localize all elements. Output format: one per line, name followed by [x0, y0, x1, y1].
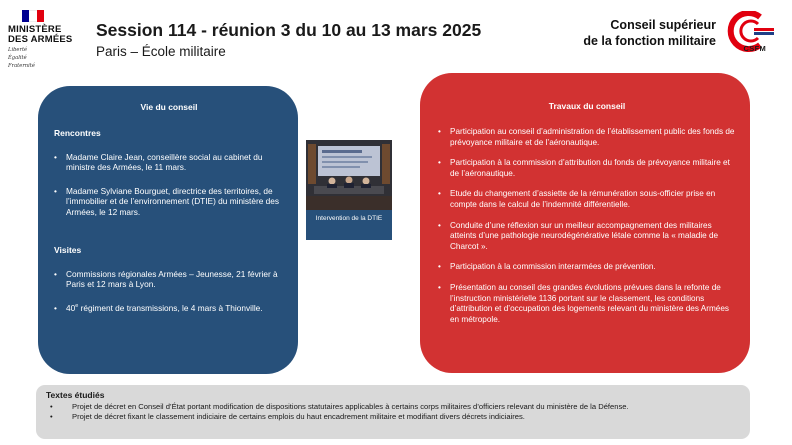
- ministry-name-line-1: MINISTÈRE: [8, 24, 62, 35]
- motto-line-1: Liberté: [8, 47, 28, 53]
- meeting-item: • Madame Claire Jean, conseillère social au cabinet du ministre des Armées, le 11 mars.: [54, 152, 284, 173]
- visit-item: [54, 303, 284, 313]
- council-work-panel: [420, 73, 750, 373]
- conference-scene-image: [306, 140, 392, 210]
- work-item: • Participation au conseil d’administration de l’établissement public des fonds de prévoyance militaire et de l’aéronautique.: [438, 127, 736, 148]
- csfm-name-line-1: Conseil supérieur: [610, 18, 716, 32]
- ministry-logo: [8, 10, 88, 69]
- work-list: [438, 127, 736, 325]
- work-item: • Conduite d’une réflexion sur un meilleur accompagnement des militaires atteints d’une pathologie neurodégénérative létale comme la « maladie de Charcot ».: [438, 221, 736, 253]
- work-item: • Présentation au conseil des grandes évolutions prévues dans la refonte de l’instruction ministérielle 1136 portant sur le classement, les conditions d’attribution et d’occupation des logements relevant du ministère des Armées en métropole.: [438, 283, 736, 325]
- french-flag-icon: [22, 10, 44, 22]
- page-title: Session 114 - réunion 3 du 10 au 13 mars 2025: [96, 20, 482, 40]
- ministry-name-line-2: DES ARMÉES: [8, 34, 73, 45]
- work-item: • Participation à la commission interarmées de prévention.: [438, 262, 736, 273]
- motto-line-3: Fraternité: [8, 63, 35, 69]
- council-life-panel: [38, 86, 298, 374]
- visit-item: • Commissions régionales Armées – Jeunesse, 21 février à Paris et 12 mars à Lyon.: [54, 269, 284, 290]
- visit-regiment-ordinal: e: [75, 303, 79, 310]
- visits-heading: Visites: [54, 245, 82, 256]
- work-item: • Participation à la commission d’attribution du fonds de prévoyance militaire et de l’aéronautique.: [438, 158, 736, 179]
- motto-line-2: Égalité: [8, 55, 27, 61]
- title-block: [96, 20, 481, 59]
- studied-texts-box: [36, 385, 750, 439]
- council-work-title: Travaux du conseil: [548, 101, 626, 111]
- council-life-title: Vie du conseil: [140, 102, 198, 112]
- page-subtitle: Paris – École militaire: [96, 44, 226, 59]
- meetings-heading: Rencontres: [54, 128, 101, 138]
- visit-regiment-number: 40: [66, 302, 76, 313]
- work-item: • Etude du changement d’assiette de la rémunération sous-officier prise en compte dans le calcul de l’indemnité différentielle.: [438, 189, 736, 210]
- csfm-acronym: CSFM: [743, 44, 766, 53]
- photo-caption: Intervention de la DTIE: [306, 210, 392, 240]
- photo-card: [306, 140, 392, 240]
- meetings-list: [54, 152, 284, 217]
- visits-list: [54, 269, 284, 313]
- visit-regiment-text: régiment de transmissions, le 4 mars à Thionville.: [78, 302, 263, 313]
- studied-text-item: • Projet de décret fixant le classement indiciaire de certains emplois du haut encadrement militaire et modifiant divers décrets indiciaires.: [46, 412, 740, 422]
- studied-texts-list: [46, 402, 740, 421]
- csfm-name-line-2: de la fonction militaire: [583, 34, 716, 48]
- studied-texts-heading: Textes étudiés: [46, 390, 105, 400]
- meeting-item: • Madame Sylviane Bourguet, directrice des territoires, de l’immobilier et de l’environnement (DTIE) du ministère des Armées, le 12 mars.: [54, 186, 284, 217]
- conference-photo: [306, 140, 392, 210]
- studied-text-item: • Projet de décret en Conseil d’État portant modification de dispositions statutaires applicables à certains corps militaires d’officiers relevant du ministère de la Défense.: [46, 402, 740, 412]
- csfm-name: [583, 17, 716, 49]
